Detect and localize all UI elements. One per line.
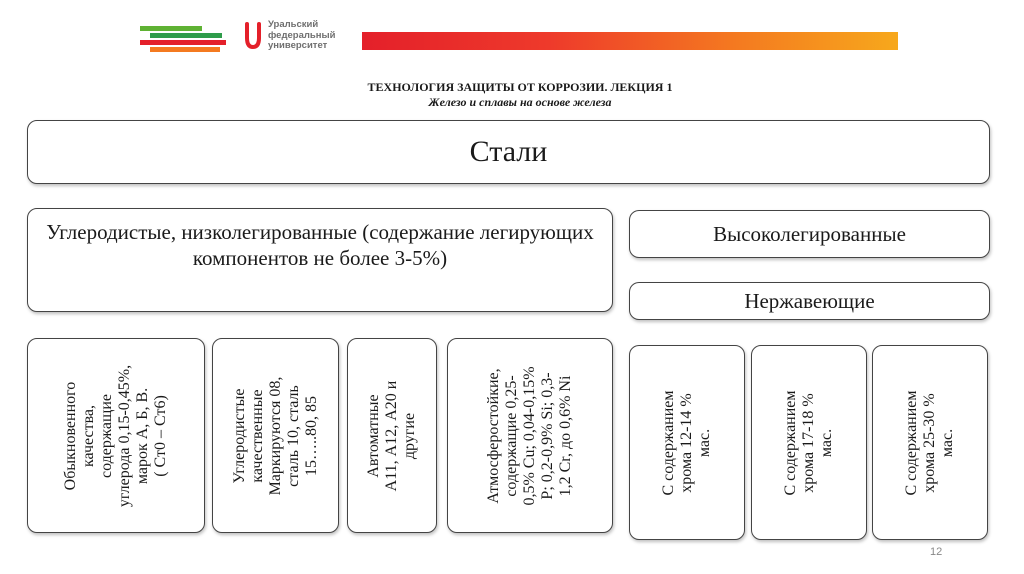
text-line: хрома 12-14 % — [678, 392, 695, 493]
text-line: мас. — [696, 428, 713, 457]
text-line: С содержанием — [903, 389, 920, 496]
text-line: С содержанием — [660, 389, 677, 496]
high-alloy-box — [629, 210, 990, 258]
chromium-type-box — [872, 345, 988, 540]
text-line: качественные — [248, 388, 266, 483]
chromium-type-text — [782, 390, 836, 495]
logo-line-2: федеральный — [268, 29, 336, 41]
text-line: содержащие 0,25- — [503, 374, 520, 497]
text-line: Атмосферостойкие, — [485, 367, 502, 504]
stainless-box — [629, 282, 990, 320]
logo-line-1: Уральский — [268, 19, 319, 30]
text-line: Углеродистые — [230, 388, 248, 483]
text-line: содержащие — [98, 393, 115, 478]
header-gradient-bar — [362, 32, 898, 50]
text-line: мас. — [939, 428, 956, 457]
steels-root-label: Стали — [469, 135, 548, 168]
text-line: P; 0,2-0,9% Si; 0,3- — [539, 371, 556, 500]
text-line: ( Ст0 – Ст6) — [152, 394, 169, 477]
text-line: 0,5% Cu; 0,04-0,15% — [521, 365, 538, 506]
logo-stripe-red — [140, 40, 226, 45]
text-line: мас. — [818, 428, 835, 457]
text-line: другие — [401, 412, 418, 459]
chromium-type-box — [629, 345, 745, 540]
text-line: хрома 17-18 % — [800, 392, 817, 493]
carbon-type-box — [447, 338, 613, 533]
chromium-type-text — [660, 390, 714, 495]
carbon-type-box — [212, 338, 339, 533]
carbon-type-text — [231, 376, 321, 495]
text-line: сталь 10, сталь — [284, 384, 302, 487]
carbon-low-alloy-box — [27, 208, 613, 312]
text-line: хрома 25-30 % — [921, 392, 938, 493]
text-line: 15…..80, 85 — [302, 395, 320, 476]
carbon-type-text — [485, 366, 575, 505]
carbon-type-text — [365, 380, 419, 491]
title-sub: Железо и сплавы на основе железа — [428, 95, 612, 109]
title-main: ТЕХНОЛОГИЯ ЗАЩИТЫ ОТ КОРРОЗИИ. ЛЕКЦИЯ 1 — [367, 80, 673, 94]
text-line: Автоматные — [365, 393, 382, 478]
carbon-type-text — [62, 364, 170, 506]
text-line: А11, А12, А20 и — [383, 380, 400, 491]
logo-stripe-orange — [150, 47, 220, 52]
text-line: С содержанием — [782, 389, 799, 496]
high-alloy-label: Высоколегированные — [713, 221, 906, 246]
slide-title — [260, 80, 780, 110]
logo-stripe-green — [140, 26, 202, 31]
text-line: Маркируются 08, — [266, 376, 284, 495]
text-line: марок А, Б, В. — [134, 387, 151, 484]
carbon-type-box — [27, 338, 205, 533]
logo-stripe-darkgreen — [150, 33, 222, 38]
logo-text — [268, 20, 335, 52]
chromium-type-text — [903, 390, 957, 495]
carbon-low-alloy-label: Углеродистые, низколегированные (содержание легирующих компонентов не более 3-5%) — [46, 220, 594, 270]
university-u-icon — [244, 22, 262, 50]
stainless-label: Нержавеющие — [744, 288, 875, 313]
text-line: углерода 0,15-0,45%, — [116, 364, 133, 507]
text-line: качества, — [80, 404, 97, 467]
text-line: Обыкновенного — [62, 381, 79, 490]
steels-root-box — [27, 120, 990, 184]
carbon-type-box — [347, 338, 437, 533]
chromium-type-box — [751, 345, 867, 540]
logo-line-3: университет — [268, 40, 328, 51]
page-number: 12 — [930, 546, 943, 558]
text-line: 1,2 Cr, до 0,6% Ni — [557, 375, 574, 496]
